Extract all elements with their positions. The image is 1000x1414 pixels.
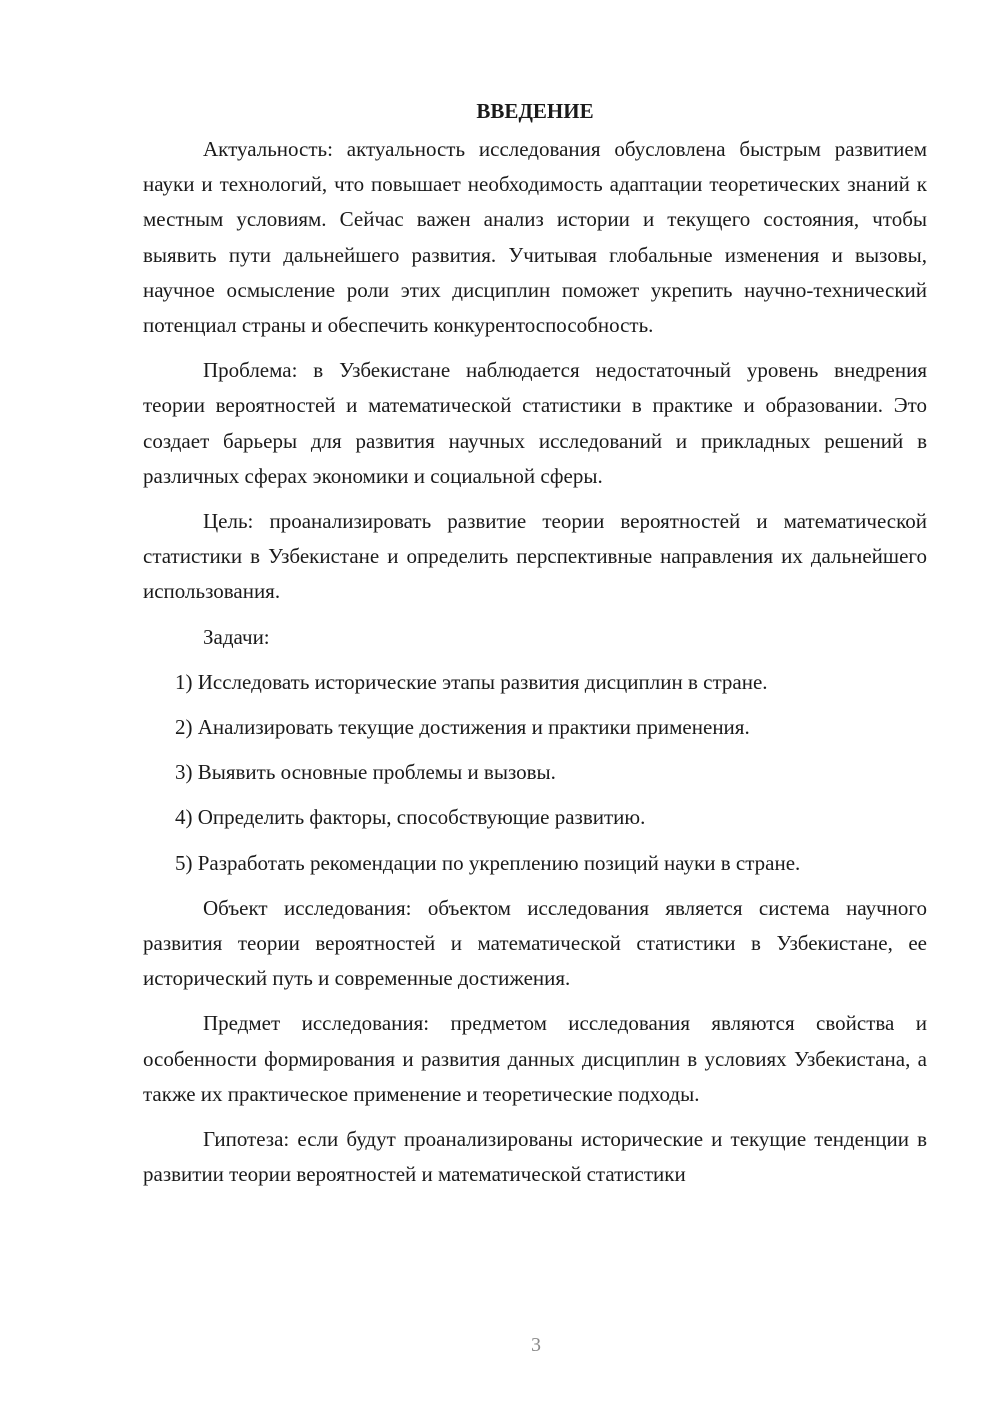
- paragraph-problem: Проблема: в Узбекистане наблюдается недостаточный уровень внедрения теории вероятностей и математической статистики в практике и образовании. Это создает барьеры для развития научных исследований и прикладных решений в различных сферах экономики и социальной сферы.: [143, 358, 927, 488]
- task-item: 1) Исследовать исторические этапы развития дисциплин в стране.: [175, 669, 768, 694]
- paragraph-object: Объект исследования: объектом исследования является система научного развития теории вероятностей и математической статистики в Узбекистане, ее исторический путь и современные достижения.: [143, 895, 927, 991]
- page-number: 3: [531, 1334, 541, 1356]
- paragraph-goal: Цель: проанализировать развитие теории вероятностей и математической статистики в Узбекистане и определить перспективные направления их дальнейшего использования.: [143, 509, 927, 604]
- paragraph-hypothesis: Гипотеза: если будут проанализированы исторические и текущие тенденции в развитии теории вероятностей и математической статистики: [143, 1127, 927, 1187]
- task-item: 2) Анализировать текущие достижения и практики применения.: [175, 715, 750, 740]
- paragraph-subject: Предмет исследования: предметом исследования являются свойства и особенности формирования и развития данных дисциплин в условиях Узбекистана, а также их практическое применение и теоретические подходы.: [143, 1011, 927, 1106]
- section-heading: ВВЕДЕНИЕ: [476, 99, 594, 123]
- task-item: 3) Выявить основные проблемы и вызовы.: [175, 760, 556, 785]
- task-item: 4) Определить факторы, способствующие развитию.: [175, 805, 646, 830]
- tasks-list: [143, 665, 927, 881]
- page-content: [143, 96, 927, 1202]
- task-item: 5) Разработать рекомендации по укреплению позиций науки в стране.: [175, 850, 801, 875]
- tasks-label: Задачи:: [203, 624, 270, 649]
- paragraph-relevance: Актуальность: актуальность исследования обусловлена быстрым развитием науки и технологий, что повышает необходимость адаптации теоретических знаний к местным условиям. Сейчас важен анализ истории и текущего состояния, чтобы выявить пути дальнейшего развития. Учитывая глобальные изменения и вызовы, научное осмысление роли этих дисциплин поможет укрепить научно-технический потенциал страны и обеспечить конкурентоспособность.: [143, 137, 927, 338]
